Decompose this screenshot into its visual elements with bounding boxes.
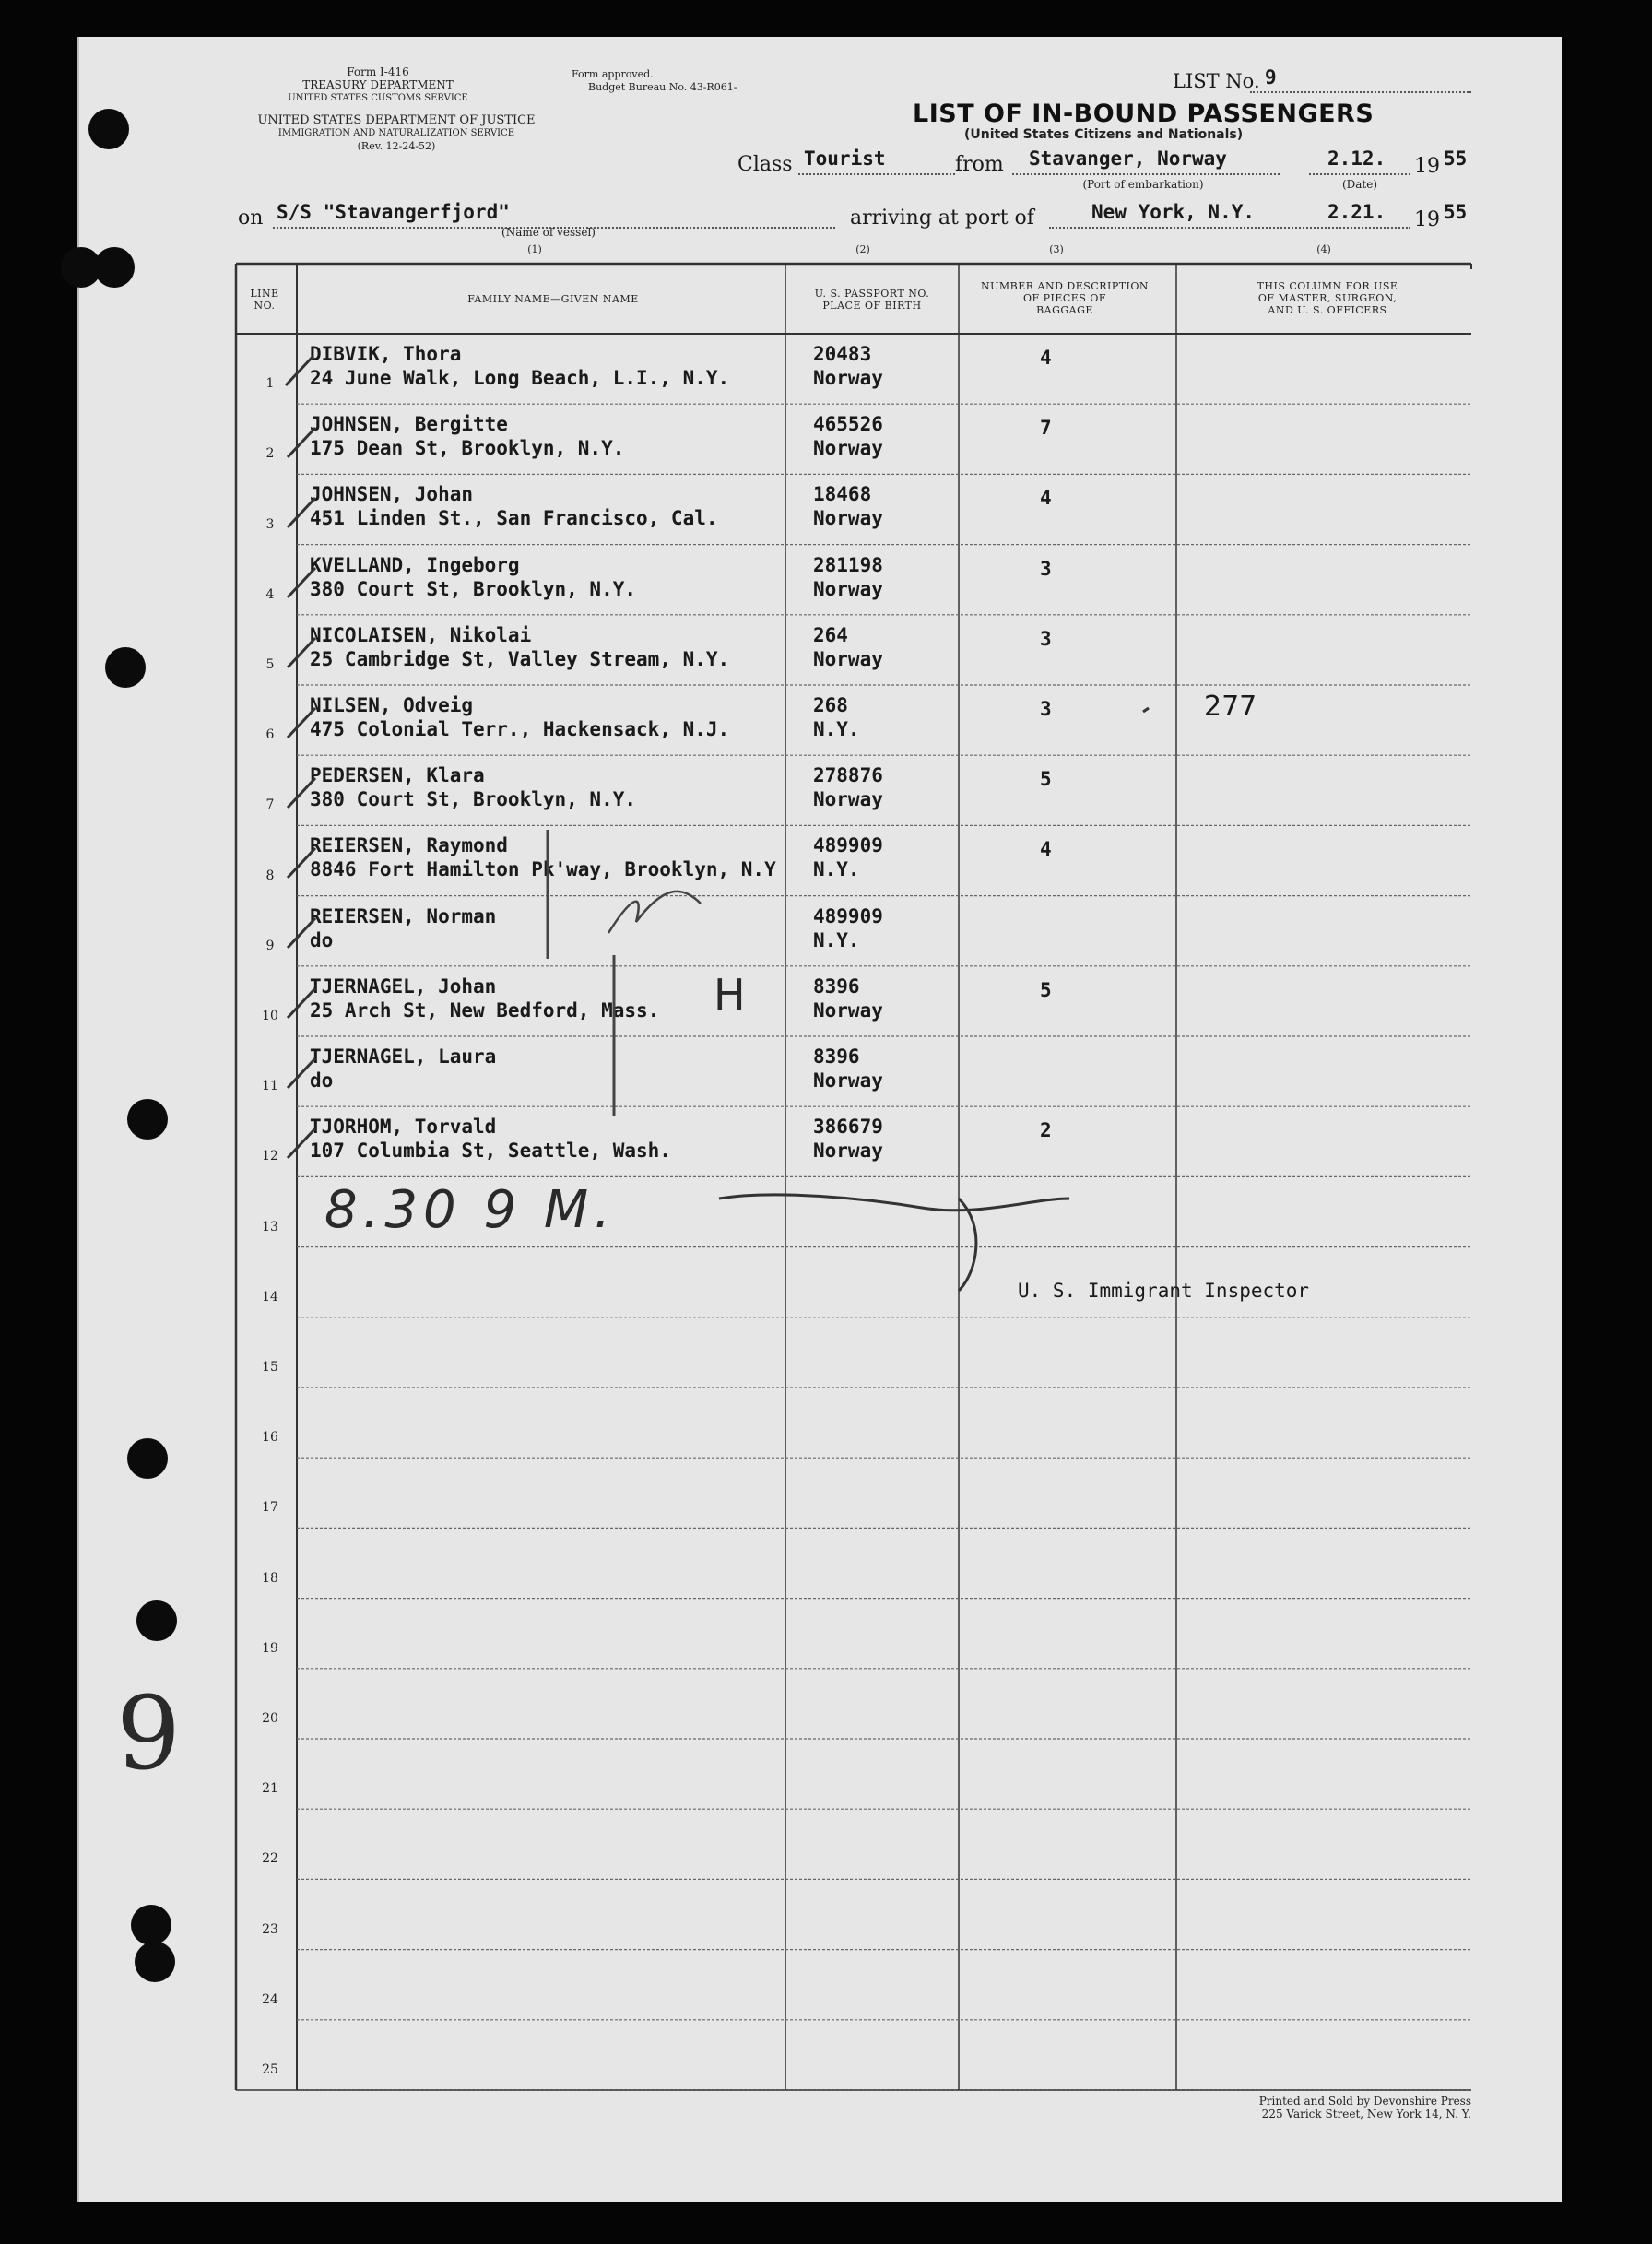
arrival-date: 2.21.	[1328, 201, 1386, 223]
arriving-label: arriving at port of	[850, 207, 1034, 230]
line-number: 18	[262, 1570, 278, 1586]
passenger-address: 451 Linden St., San Francisco, Cal.	[310, 507, 718, 530]
column-3-label: (3)	[1049, 243, 1064, 255]
passport-number: 20483	[813, 343, 872, 365]
bracket-note: H	[714, 970, 746, 1020]
class-label: Class	[738, 153, 793, 176]
departure-year: 55	[1444, 148, 1468, 170]
line-number: 24	[262, 1991, 278, 2007]
line-number: 22	[262, 1851, 278, 1867]
form-number: Form I-416	[347, 65, 409, 78]
passport-number: 264	[813, 623, 848, 646]
passport-number: 489909	[813, 834, 883, 857]
passport-number: 8396	[813, 974, 860, 998]
baggage-count: 5	[1040, 978, 1052, 1001]
passenger-address: 24 June Walk, Long Beach, L.I., N.Y.	[310, 367, 730, 389]
date-caption: (Date)	[1341, 178, 1378, 191]
baggage-count: 3	[1040, 557, 1052, 580]
line-number: 3	[266, 516, 275, 532]
budget-bureau: Budget Bureau No. 43-R061-	[588, 81, 738, 93]
line-number: 14	[262, 1289, 278, 1305]
passenger-address: 380 Court St, Brooklyn, N.Y.	[310, 577, 637, 600]
passenger-address: 175 Dean St, Brooklyn, N.Y.	[310, 437, 625, 460]
passenger-address: 25 Cambridge St, Valley Stream, N.Y.	[310, 647, 730, 670]
inspector-title: U. S. Immigrant Inspector	[1018, 1280, 1310, 1302]
line-number: 12	[262, 1149, 278, 1164]
place-of-birth: Norway	[813, 507, 883, 530]
baggage-count: 7	[1040, 417, 1052, 440]
baggage-count: 2	[1040, 1119, 1052, 1142]
place-of-birth: Norway	[813, 788, 883, 811]
line-number: 6	[266, 727, 275, 743]
year-prefix-dep: 19	[1414, 155, 1440, 178]
header-passport: U. S. PASSPORT NO. PLACE OF BIRTH	[814, 288, 930, 312]
column-4-label: (4)	[1316, 243, 1331, 255]
passport-number: 386679	[813, 1116, 883, 1139]
place-of-birth: Norway	[813, 1140, 883, 1163]
ins-service: IMMIGRATION AND NATURALIZATION SERVICE	[277, 128, 515, 138]
header-family-name: FAMILY NAME—GIVEN NAME	[467, 293, 639, 305]
passenger-address: do	[310, 1069, 334, 1092]
passport-number: 281198	[813, 553, 883, 576]
page-title: LIST OF IN-BOUND PASSENGERS	[913, 100, 1375, 128]
passenger-family-name: REIERSEN, Raymond	[310, 834, 508, 857]
year-prefix-arr: 19	[1414, 208, 1440, 231]
passenger-address: 8846 Fort Hamilton Pk'way, Brooklyn, N.Y	[310, 858, 776, 881]
passport-number: 268	[813, 694, 848, 716]
line-number: 17	[262, 1500, 278, 1516]
passenger-address: 475 Colonial Terr., Hackensack, N.J.	[310, 718, 730, 740]
revision-date: (Rev. 12-24-52)	[357, 140, 436, 152]
column-2-label: (2)	[856, 243, 870, 255]
baggage-count: 4	[1040, 487, 1052, 510]
baggage-count: 4	[1040, 347, 1052, 369]
passport-number: 18468	[813, 483, 872, 506]
baggage-count: 4	[1040, 838, 1052, 861]
line-number: 25	[262, 2062, 278, 2077]
port-embarkation-caption: (Port of embarkation)	[1082, 178, 1204, 191]
passenger-address: 380 Court St, Brooklyn, N.Y.	[310, 788, 637, 811]
passport-number: 489909	[813, 904, 883, 927]
line-number: 10	[262, 1009, 278, 1023]
customs-service: UNITED STATES CUSTOMS SERVICE	[288, 93, 468, 103]
passport-number: 465526	[813, 413, 883, 436]
officer-note: 277	[1204, 691, 1257, 723]
line-number: 7	[266, 797, 275, 813]
line-number: 13	[262, 1219, 278, 1234]
line-number: 16	[262, 1430, 278, 1446]
passenger-address: 25 Arch St, New Bedford, Mass.	[310, 998, 660, 1022]
printer-line-2: 225 Varick Street, New York 14, N. Y.	[1261, 2108, 1471, 2120]
header-officers: THIS COLUMN FOR USE OF MASTER, SURGEON, AND U. S. OFFICERS	[1257, 280, 1398, 316]
header-baggage: NUMBER AND DESCRIPTION OF PIECES OF BAGGAGE	[980, 280, 1150, 316]
passenger-family-name: REIERSEN, Norman	[310, 904, 497, 927]
port-arrival: New York, N.Y.	[1092, 201, 1256, 223]
passenger-family-name: PEDERSEN, Klara	[310, 764, 485, 787]
passenger-family-name: NILSEN, Odveig	[310, 694, 474, 716]
place-of-birth: N.Y.	[813, 858, 860, 881]
passenger-family-name: TJORHOM, Torvald	[310, 1116, 497, 1139]
margin-number: 9	[116, 1674, 181, 1792]
place-of-birth: Norway	[813, 437, 883, 460]
place-of-birth: N.Y.	[813, 718, 860, 740]
line-number: 23	[262, 1921, 278, 1937]
line-number: 2	[266, 446, 275, 462]
baggage-count: 3	[1040, 698, 1052, 720]
passport-number: 8396	[813, 1045, 860, 1068]
baggage-count: 5	[1040, 768, 1052, 791]
on-label: on	[238, 207, 264, 230]
list-number-label: LIST No.	[1173, 70, 1260, 92]
line-number: 1	[266, 376, 275, 392]
passenger-family-name: TJERNAGEL, Johan	[310, 974, 497, 998]
header-line-no: LINE NO.	[250, 288, 279, 312]
passenger-family-name: KVELLAND, Ingeborg	[310, 553, 520, 576]
passenger-family-name: JOHNSEN, Johan	[310, 483, 474, 506]
line-number: 9	[266, 938, 275, 953]
line-number: 4	[266, 586, 275, 602]
place-of-birth: Norway	[813, 1069, 883, 1092]
line-number: 11	[262, 1079, 278, 1094]
place-of-birth: Norway	[813, 367, 883, 389]
line-number: 21	[262, 1781, 278, 1797]
class-value: Tourist	[804, 148, 886, 170]
from-label: from	[955, 153, 1004, 176]
list-number: 9	[1265, 66, 1277, 89]
place-of-birth: Norway	[813, 998, 883, 1022]
department-of-justice: UNITED STATES DEPARTMENT OF JUSTICE	[257, 113, 536, 127]
passenger-address: 107 Columbia St, Seattle, Wash.	[310, 1140, 671, 1163]
vessel-caption: (Name of vessel)	[502, 226, 596, 239]
printer-line-1: Printed and Sold by Devonshire Press	[1258, 2095, 1471, 2108]
form-approved: Form approved.	[572, 68, 654, 80]
line-number: 15	[262, 1360, 278, 1375]
passenger-family-name: NICOLAISEN, Nikolai	[310, 623, 532, 646]
page-subtitle: (United States Citizens and Nationals)	[964, 127, 1244, 142]
treasury-department: TREASURY DEPARTMENT	[302, 78, 454, 91]
line-number: 20	[262, 1711, 278, 1726]
column-1-label: (1)	[527, 243, 542, 255]
line-number: 8	[266, 868, 275, 883]
passport-number: 278876	[813, 764, 883, 787]
line-number: 5	[266, 657, 275, 672]
place-of-birth: Norway	[813, 577, 883, 600]
vessel-name: S/S "Stavangerfjord"	[277, 201, 510, 223]
place-of-birth: Norway	[813, 647, 883, 670]
inspector-signature: 8.30 9 M.	[324, 1180, 617, 1240]
arrival-year: 55	[1444, 201, 1468, 223]
passenger-family-name: DIBVIK, Thora	[310, 343, 462, 365]
port-embarkation: Stavanger, Norway	[1029, 148, 1227, 170]
line-number: 19	[262, 1640, 278, 1656]
passenger-family-name: JOHNSEN, Bergitte	[310, 413, 508, 436]
place-of-birth: N.Y.	[813, 928, 860, 951]
passenger-address: do	[310, 928, 334, 951]
departure-date: 2.12.	[1328, 148, 1386, 170]
baggage-count: 3	[1040, 627, 1052, 650]
passenger-family-name: TJERNAGEL, Laura	[310, 1045, 497, 1068]
